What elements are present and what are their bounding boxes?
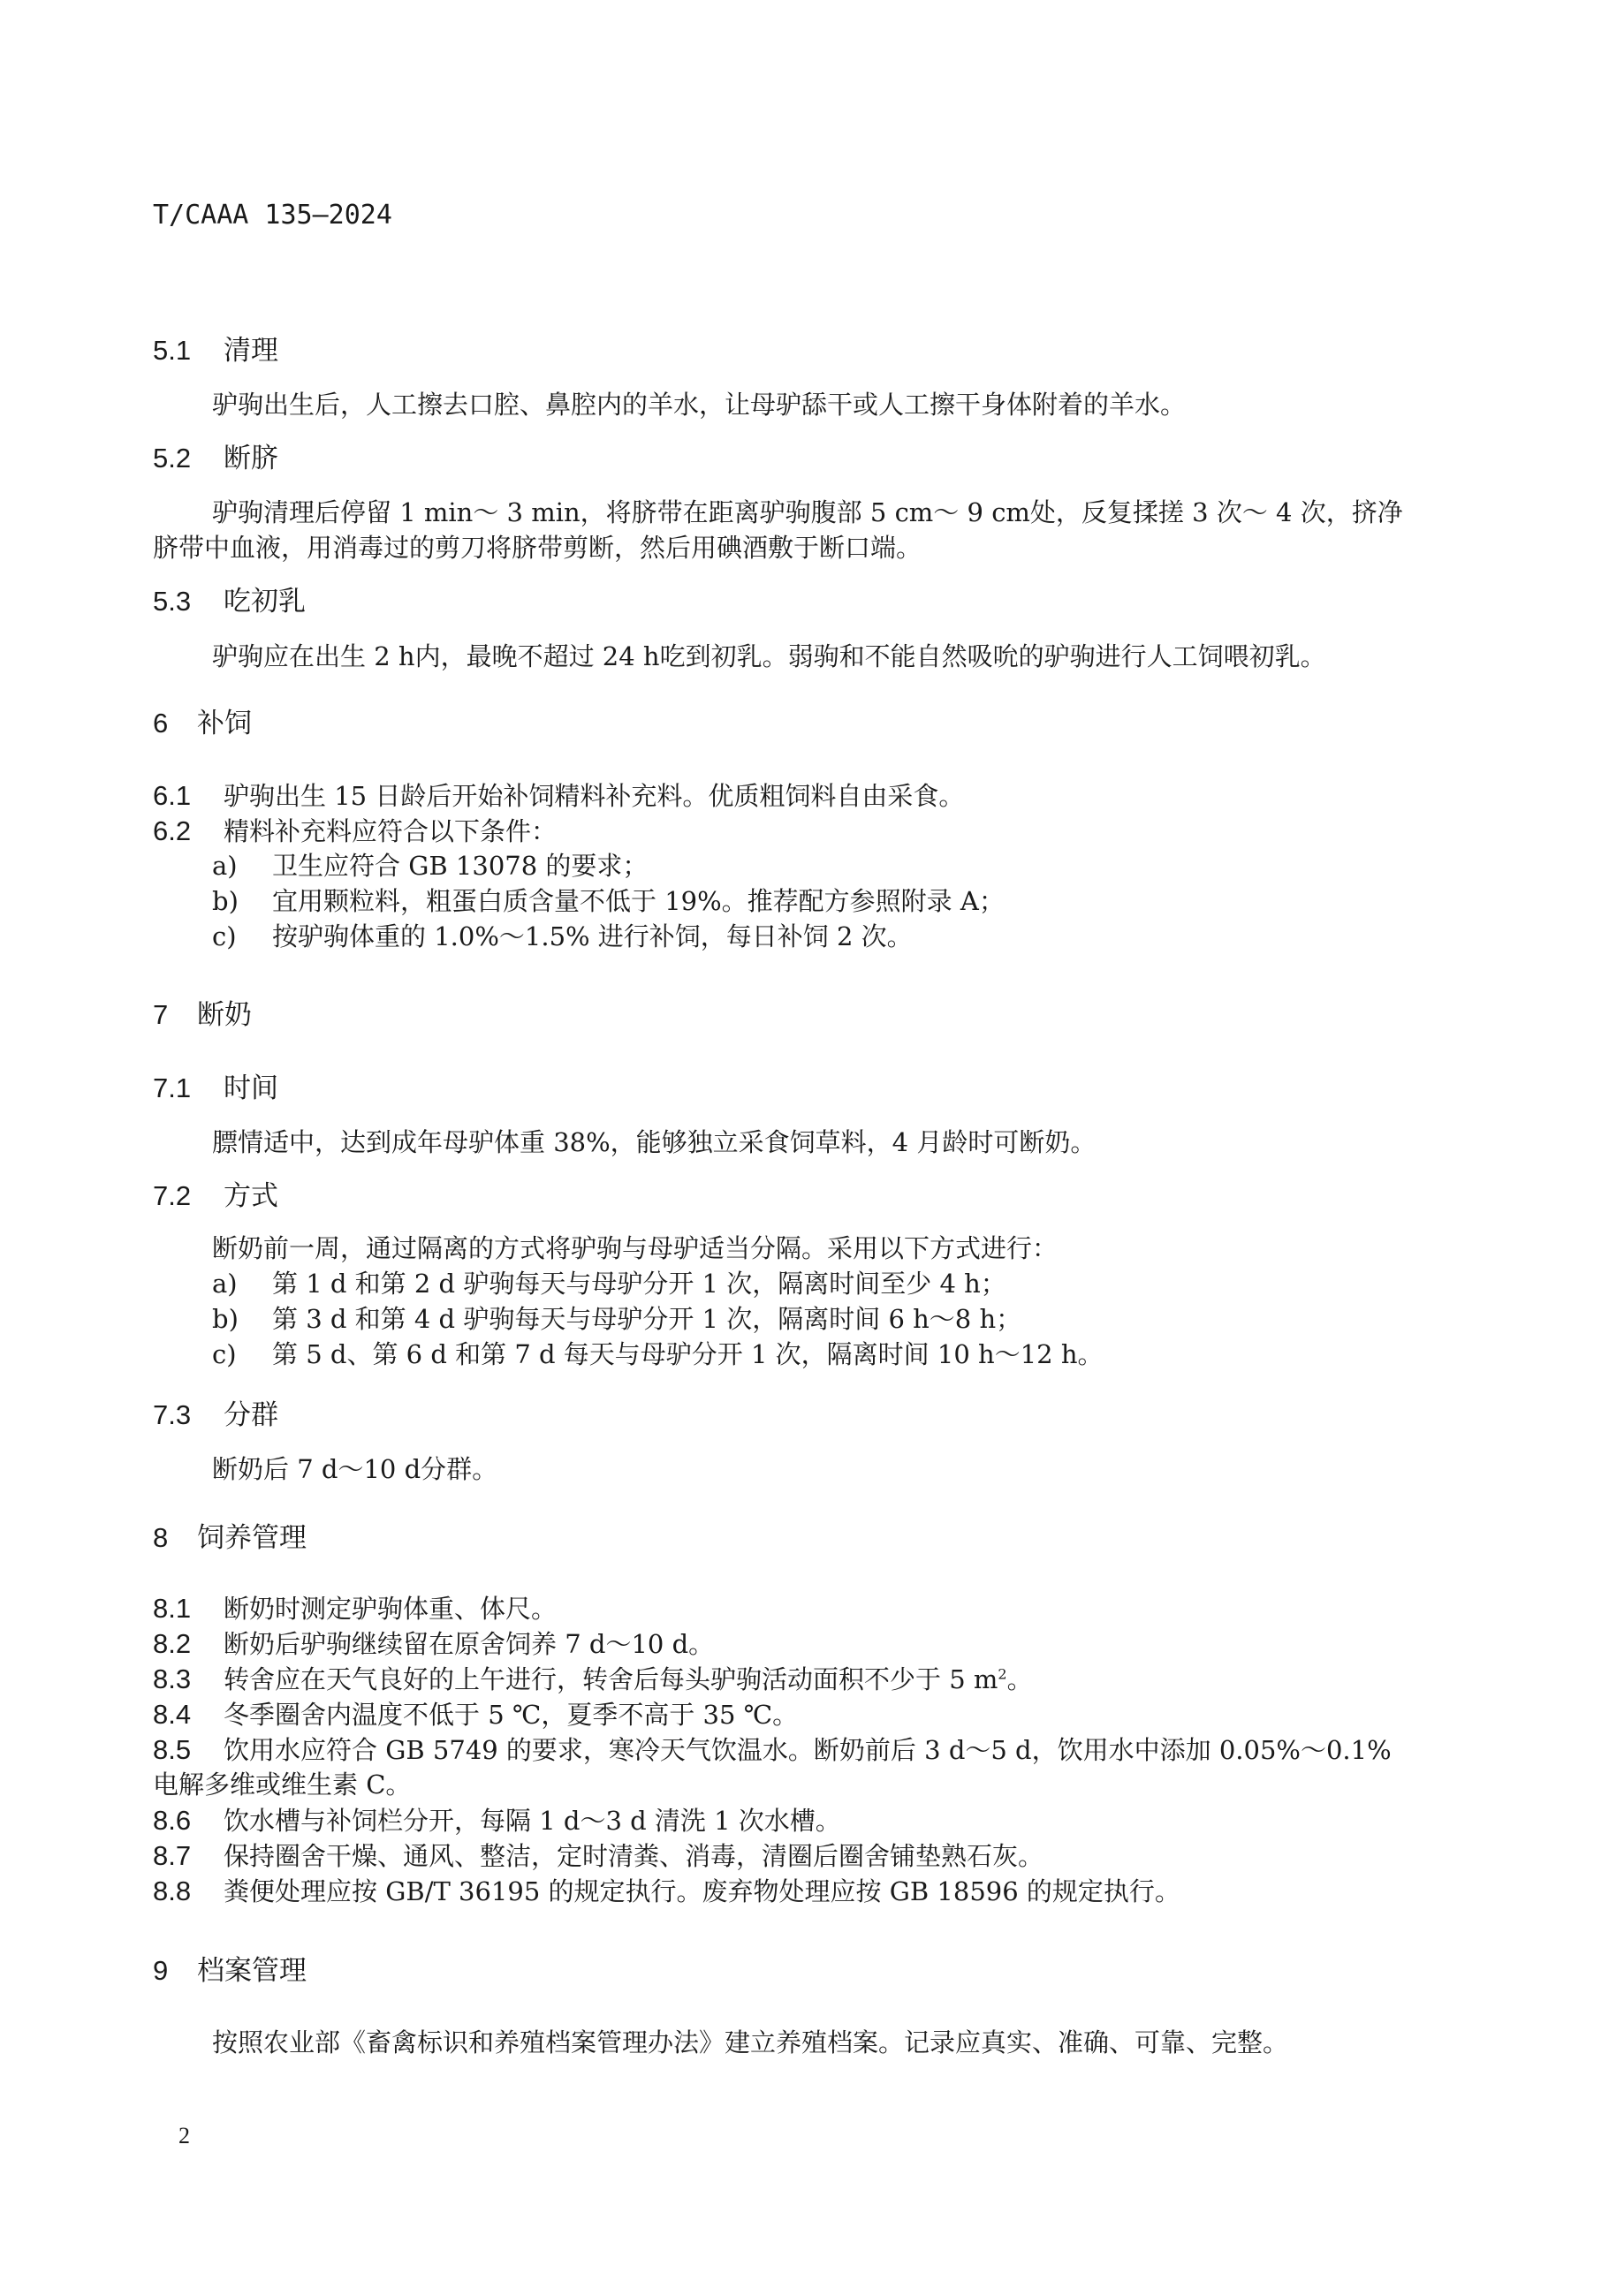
list-label: c) [212,921,237,951]
paragraph: 膘情适中，达到成年母驴体重 38%，能够独立采食饲草料，4 月龄时可断奶。 [212,1127,1097,1157]
superscript: 2 [998,1665,1007,1683]
heading-title: 吃初乳 [224,586,306,618]
paragraph: 驴驹出生后，人工擦去口腔、鼻腔内的羊水，让母驴舔干或人工擦干身体附着的羊水。 [212,390,1187,420]
clause-text: 饮水槽与补饲栏分开，每隔 1 d～3 d 清洗 1 次水槽。 [224,1806,841,1836]
list-item [212,1338,1104,1370]
clause-text: 冬季圈舍内温度不低于 5 ℃，夏季不高于 35 ℃。 [224,1700,799,1730]
heading-title: 清理 [224,335,278,367]
clause-number: 8.8 [153,1875,192,1906]
heading-5-3 [153,585,306,619]
list-label: c) [212,1339,237,1369]
list-item [212,921,913,952]
heading-6 [153,707,252,741]
heading-number: 5.2 [153,443,192,474]
heading-9 [153,1954,307,1989]
page-number: 2 [178,2123,190,2148]
clause-number: 8.6 [153,1805,192,1836]
list-label: a) [212,851,238,881]
heading-title: 方式 [224,1180,278,1212]
clause-number: 8.5 [153,1734,192,1765]
heading-5-2 [153,442,278,476]
clause-number: 8.3 [153,1663,192,1694]
clause-continuation: 电解多维或维生素 C。 [153,1769,412,1800]
heading-title: 时间 [224,1072,278,1104]
clause-8-7 [153,1839,1043,1874]
list-text: 卫生应符合 GB 13078 的要求； [272,851,649,881]
list-item [212,1303,1021,1335]
heading-title: 断脐 [224,443,278,474]
clause-6-2 [153,815,557,849]
heading-title: 饲养管理 [197,1522,307,1554]
list-label: b) [212,1304,239,1334]
list-item [212,1268,1006,1300]
clause-text: 驴驹出生 15 日龄后开始补饲精料补充料。优质粗饲料自由采食。 [224,781,965,811]
clause-8-1 [153,1592,557,1626]
heading-number: 7 [153,999,169,1030]
heading-number: 6 [153,708,169,739]
heading-7-3 [153,1398,278,1433]
heading-number: 7.1 [153,1072,192,1103]
list-item [212,850,648,882]
clause-text: 饮用水应符合 GB 5749 的要求，寒冷天气饮温水。断奶前后 3 d～5 d，饮用水中添加 0.05%～0.1% [224,1735,1392,1765]
heading-number: 5.3 [153,586,192,617]
paragraph-line: 驴驹清理后停留 1 min～ 3 min，将脐带在距离驴驹腹部 5 cm～ 9 cm处，反复揉搓 3 次～ 4 次，挤净 [212,497,1403,527]
heading-number: 9 [153,1955,169,1986]
clause-8-6 [153,1804,841,1838]
clause-8-4 [153,1698,798,1732]
heading-number: 5.1 [153,335,192,366]
paragraph: 断奶后 7 d～10 d分群。 [212,1454,498,1484]
list-text: 第 1 d 和第 2 d 驴驹每天与母驴分开 1 次，隔离时间至少 4 h； [272,1269,1006,1299]
heading-title: 分群 [224,1399,278,1431]
list-text: 第 5 d、第 6 d 和第 7 d 每天与母驴分开 1 次，隔离时间 10 h～12 h。 [272,1339,1104,1369]
clause-number: 6.2 [153,815,192,846]
heading-number: 7.2 [153,1180,192,1211]
clause-number: 8.1 [153,1593,192,1624]
list-item [212,885,1005,917]
heading-title: 断奶 [197,999,252,1031]
clause-text: 断奶时测定驴驹体重、体尺。 [224,1594,558,1624]
clause-number: 8.2 [153,1628,192,1659]
clause-text: 断奶后驴驹继续留在原舍饲养 7 d～10 d。 [224,1629,715,1659]
list-text: 按驴驹体重的 1.0%～1.5% 进行补饲，每日补饲 2 次。 [272,921,913,951]
heading-7-1 [153,1072,278,1106]
clause-8-2 [153,1627,714,1662]
clause-number: 6.1 [153,780,192,811]
clause-8-5 [153,1733,1392,1768]
heading-7-2 [153,1179,278,1214]
clause-8-3 [153,1663,1033,1697]
heading-number: 7.3 [153,1399,192,1430]
clause-6-1 [153,779,964,814]
heading-number: 8 [153,1522,169,1553]
heading-title: 补饲 [197,708,252,739]
list-label: a) [212,1269,238,1299]
heading-5-1 [153,334,278,368]
paragraph: 驴驹应在出生 2 h内，最晚不超过 24 h吃到初乳。弱驹和不能自然吸吮的驴驹进行人工饲喂初乳。 [212,641,1326,671]
paragraph-line: 脐带中血液，用消毒过的剪刀将脐带剪断，然后用碘酒敷于断口端。 [153,533,922,563]
clause-number: 8.7 [153,1840,192,1871]
paragraph: 断奶前一周，通过隔离的方式将驴驹与母驴适当分隔。采用以下方式进行： [212,1233,1059,1263]
clause-text: 保持圈舍干燥、通风、整洁，定时清粪、消毒，清圈后圈舍铺垫熟石灰。 [224,1841,1044,1871]
clause-text: 转舍应在天气良好的上午进行，转舍后每头驴驹活动面积不少于 5 m [224,1664,998,1694]
clause-text-end: 。 [1006,1664,1033,1694]
clause-8-8 [153,1875,1180,1909]
clause-text: 粪便处理应按 GB/T 36195 的规定执行。废弃物处理应按 GB 18596 的规定执行。 [224,1876,1180,1906]
heading-8 [153,1521,307,1556]
list-text: 第 3 d 和第 4 d 驴驹每天与母驴分开 1 次，隔离时间 6 h～8 h； [272,1304,1022,1334]
heading-7 [153,998,252,1033]
clause-number: 8.4 [153,1699,192,1730]
list-text: 宜用颗粒料，粗蛋白质含量不低于 19%。推荐配方参照附录 A； [272,886,1005,916]
paragraph: 按照农业部《畜禽标识和养殖档案管理办法》建立养殖档案。记录应真实、准确、可靠、完整。 [212,2027,1289,2057]
list-label: b) [212,886,239,916]
clause-text: 精料补充料应符合以下条件： [224,816,558,846]
heading-title: 档案管理 [197,1955,307,1987]
standard-code: T/CAAA 135—2024 [153,200,392,231]
